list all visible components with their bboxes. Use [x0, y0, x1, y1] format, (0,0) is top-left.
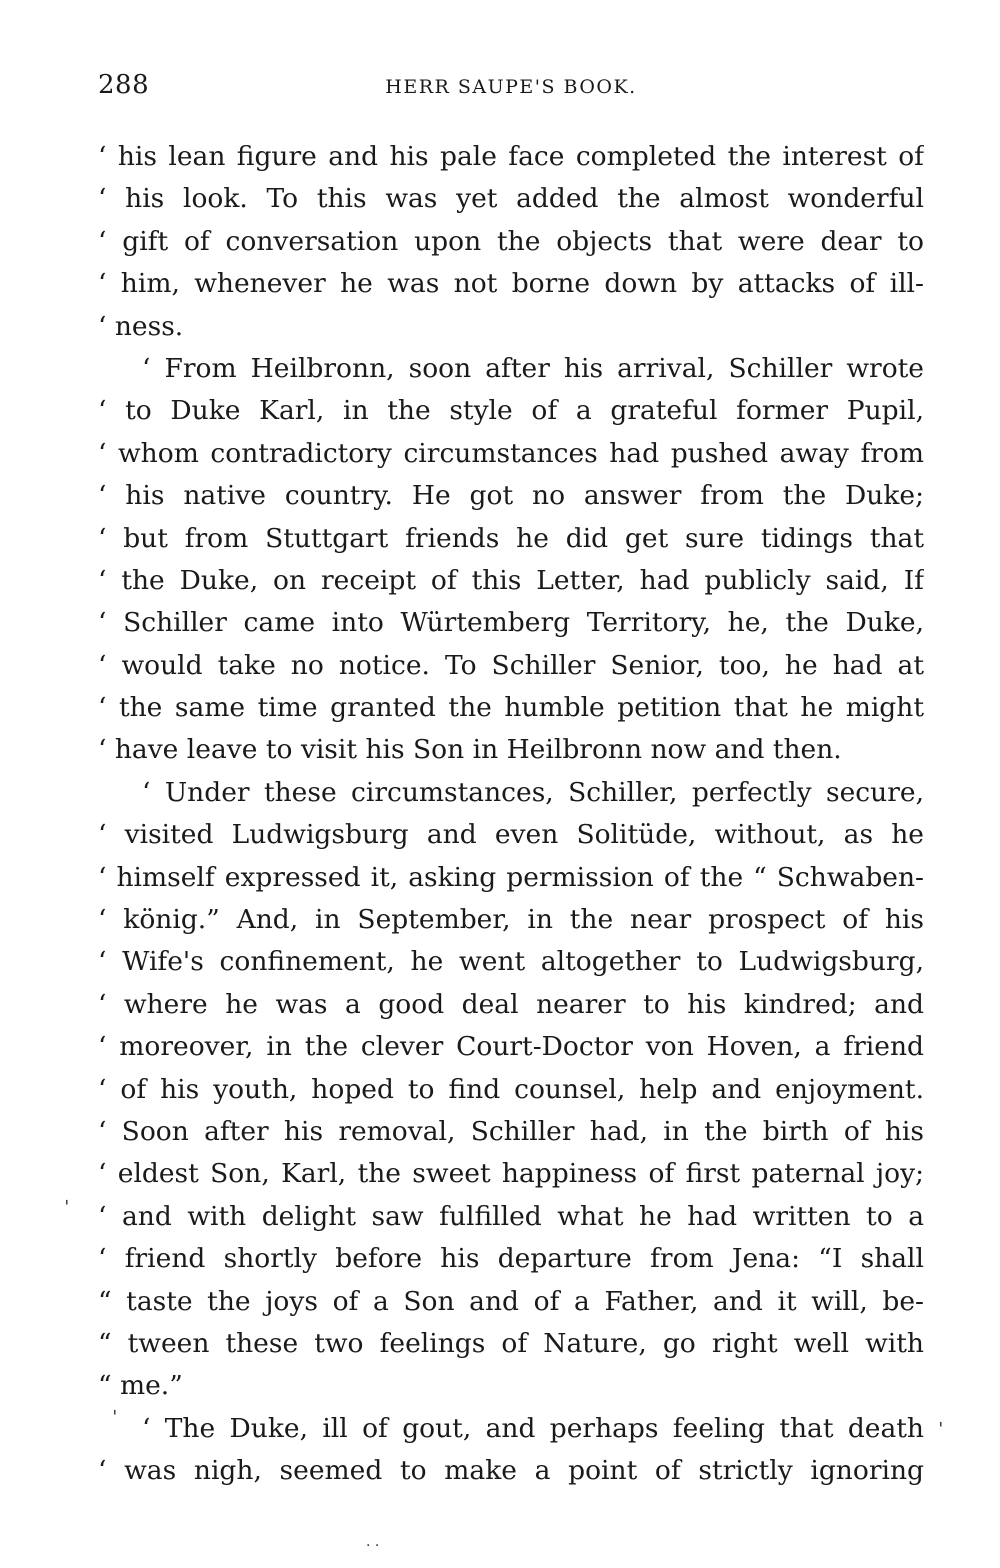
margin-mark: ˈ [938, 1418, 944, 1442]
text-line: “ taste the joys of a Son and of a Father, and it will, be- [98, 1285, 924, 1317]
text-line: ‘ would take no notice. To Schiller Senior, too, he had at [98, 649, 924, 681]
running-title: HERR SAUPE'S BOOK. [385, 76, 637, 98]
text-line: ‘ and with delight saw fulfilled what he had written to a [98, 1200, 924, 1232]
text-line: ‘ his look. To this was yet added the almost wonderful [98, 183, 924, 215]
text-line: ‘ himself expressed it, asking permission of the “ Schwaben- [98, 861, 924, 893]
page-number: 288 [98, 70, 150, 100]
paragraph-start-line: ‘ Under these circumstances, Schiller, perfectly secure, [142, 776, 924, 808]
text-line: ‘ friend shortly before his departure from Jena: “I shall [98, 1243, 924, 1275]
text-line: ‘ Schiller came into Würtemberg Territory, he, the Duke, [98, 607, 924, 639]
margin-mark: ˈ [64, 1196, 70, 1220]
paragraph-start-line: ‘ The Duke, ill of gout, and perhaps feeling that death [142, 1412, 924, 1444]
text-line: ‘ where he was a good deal nearer to his kindred; and [98, 988, 924, 1020]
page-header [98, 70, 924, 110]
paragraph-start-line: ‘ From Heilbronn, soon after his arrival, Schiller wrote [142, 352, 924, 384]
text-line: ‘ the Duke, on receipt of this Letter, had publicly said, If [98, 564, 924, 596]
text-line: ‘ visited Ludwigsburg and even Solitüde, without, as he [98, 819, 924, 851]
text-line: ‘ gift of conversation upon the objects that were dear to [98, 225, 924, 257]
text-line: ‘ moreover, in the clever Court-Doctor von Hoven, a friend [98, 1031, 924, 1063]
text-line: ‘ the same time granted the humble petition that he might [98, 692, 924, 724]
text-line: ‘ Soon after his removal, Schiller had, in the birth of his [98, 1115, 924, 1147]
text-line: ‘ ness. [98, 310, 184, 342]
text-line: ‘ but from Stuttgart friends he did get sure tidings that [98, 522, 924, 554]
margin-mark: ˈ [112, 1406, 118, 1430]
text-line: ‘ his native country. He got no answer from the Duke; [98, 480, 924, 512]
text-line: ‘ Wife's confinement, he went altogether to Ludwigsburg, [98, 946, 924, 978]
margin-mark: · · [366, 1538, 380, 1554]
text-line: ‘ his lean figure and his pale face completed the interest of [98, 141, 924, 172]
text-line: ‘ to Duke Karl, in the style of a grateful former Pupil, [98, 395, 924, 427]
text-line: ‘ him, whenever he was not borne down by attacks of ill- [98, 268, 924, 300]
text-line: ‘ könig.” And, in September, in the near prospect of his [98, 904, 924, 936]
text-line: ‘ have leave to visit his Son in Heilbronn now and then. [98, 734, 842, 766]
text-line: ‘ was nigh, seemed to make a point of strictly ignoring [98, 1455, 924, 1487]
text-line: “ me.” [98, 1370, 183, 1402]
body-text [98, 136, 924, 1493]
text-line: ‘ whom contradictory circumstances had pushed away from [98, 437, 924, 469]
text-line: ‘ of his youth, hoped to find counsel, help and enjoyment. [98, 1073, 924, 1105]
text-line: “ tween these two feelings of Nature, go right well with [98, 1327, 924, 1359]
text-line: ‘ eldest Son, Karl, the sweet happiness of first paternal joy; [98, 1158, 924, 1190]
